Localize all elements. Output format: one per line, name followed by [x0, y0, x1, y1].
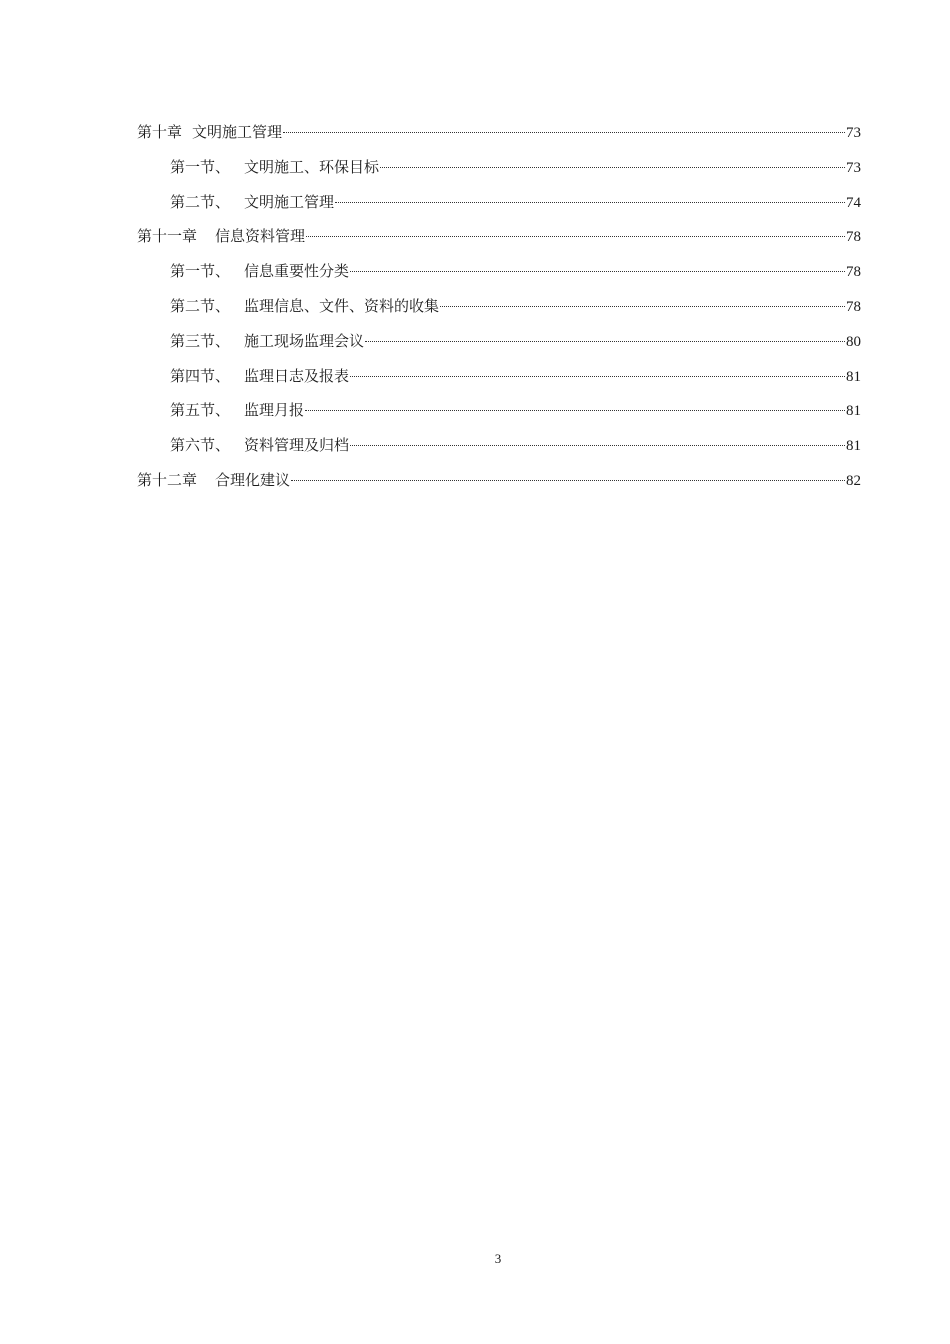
toc-entry-page: 78: [846, 229, 861, 246]
toc-entry-section[interactable]: [137, 293, 861, 328]
toc-leader-dots: [291, 480, 845, 481]
toc-entry-title: 文明施工管理: [244, 192, 335, 211]
toc-entry-page: 81: [846, 368, 861, 385]
toc-entry-page: 82: [846, 472, 861, 489]
toc-entry-label: [170, 432, 349, 458]
toc-entry-number: 第二节、: [170, 192, 231, 211]
toc-entry-title: 文明施工、环保目标: [244, 157, 380, 176]
toc-entry-label: [170, 293, 439, 319]
toc-entry-number: 第二节、: [170, 296, 231, 315]
toc-entry-label: [170, 397, 304, 423]
toc-entry-section[interactable]: [137, 397, 861, 432]
toc-entry-label: [170, 258, 349, 284]
toc-entry-page: 73: [846, 125, 861, 141]
toc-entry-label: [170, 154, 379, 180]
toc-leader-dots: [350, 271, 845, 272]
toc-entry-title: 合理化建议: [215, 470, 291, 489]
toc-entry-label: [137, 467, 290, 493]
toc-entry-title: 监理月报: [244, 401, 305, 420]
toc-entry-title: 信息重要性分类: [244, 262, 350, 281]
toc-entry-label: [170, 189, 334, 215]
toc-entry-number: 第五节、: [170, 401, 231, 420]
toc-leader-dots: [350, 445, 845, 446]
toc-entry-number: 第十一章: [137, 227, 198, 246]
toc-entry-number: 第十章: [137, 123, 183, 141]
toc-entry-section[interactable]: [137, 363, 861, 398]
toc-entry-title: 监理日志及报表: [244, 366, 350, 385]
toc-entry-number: 第四节、: [170, 366, 231, 385]
toc-entry-number: 第三节、: [170, 331, 231, 350]
toc-entry-number: 第十二章: [137, 470, 198, 489]
toc-leader-dots: [335, 202, 845, 203]
toc-entry-section[interactable]: [137, 154, 861, 189]
toc-leader-dots: [350, 376, 845, 377]
toc-entry-number: 第一节、: [170, 262, 231, 281]
toc-entry-page: 74: [846, 194, 861, 211]
toc-entry-page: 81: [846, 403, 861, 420]
toc-entry-title: 信息资料管理: [215, 227, 306, 246]
toc-entry-label: [137, 119, 282, 145]
page-number: 3: [494, 1251, 502, 1266]
table-of-contents: [137, 119, 861, 502]
toc-entry-label: [170, 363, 349, 389]
toc-entry-page: 78: [846, 298, 861, 315]
toc-entry-page: 81: [846, 438, 861, 455]
toc-entry-section[interactable]: [137, 189, 861, 224]
toc-entry-title: 资料管理及归档: [244, 436, 350, 455]
toc-entry-number: 第六节、: [170, 436, 231, 455]
toc-entry-chapter-11[interactable]: [137, 223, 861, 258]
toc-leader-dots: [305, 410, 845, 411]
toc-entry-chapter-12[interactable]: [137, 467, 861, 502]
toc-entry-title: 监理信息、文件、资料的收集: [244, 296, 440, 315]
toc-leader-dots: [306, 236, 845, 237]
toc-leader-dots: [440, 306, 845, 307]
toc-leader-dots: [380, 167, 845, 168]
toc-entry-section[interactable]: [137, 258, 861, 293]
toc-leader-dots: [283, 132, 845, 133]
toc-entry-title: 施工现场监理会议: [244, 331, 365, 350]
toc-entry-chapter-10[interactable]: [137, 119, 861, 154]
toc-entry-section[interactable]: [137, 432, 861, 467]
toc-entry-label: [137, 223, 305, 249]
toc-entry-label: [170, 328, 364, 354]
toc-entry-section[interactable]: [137, 328, 861, 363]
toc-entry-page: 80: [846, 333, 861, 350]
toc-entry-number: 第一节、: [170, 157, 231, 176]
toc-entry-page: 73: [846, 159, 861, 176]
toc-leader-dots: [365, 341, 845, 342]
toc-entry-title: 文明施工管理: [192, 123, 283, 141]
toc-entry-page: 78: [846, 264, 861, 281]
